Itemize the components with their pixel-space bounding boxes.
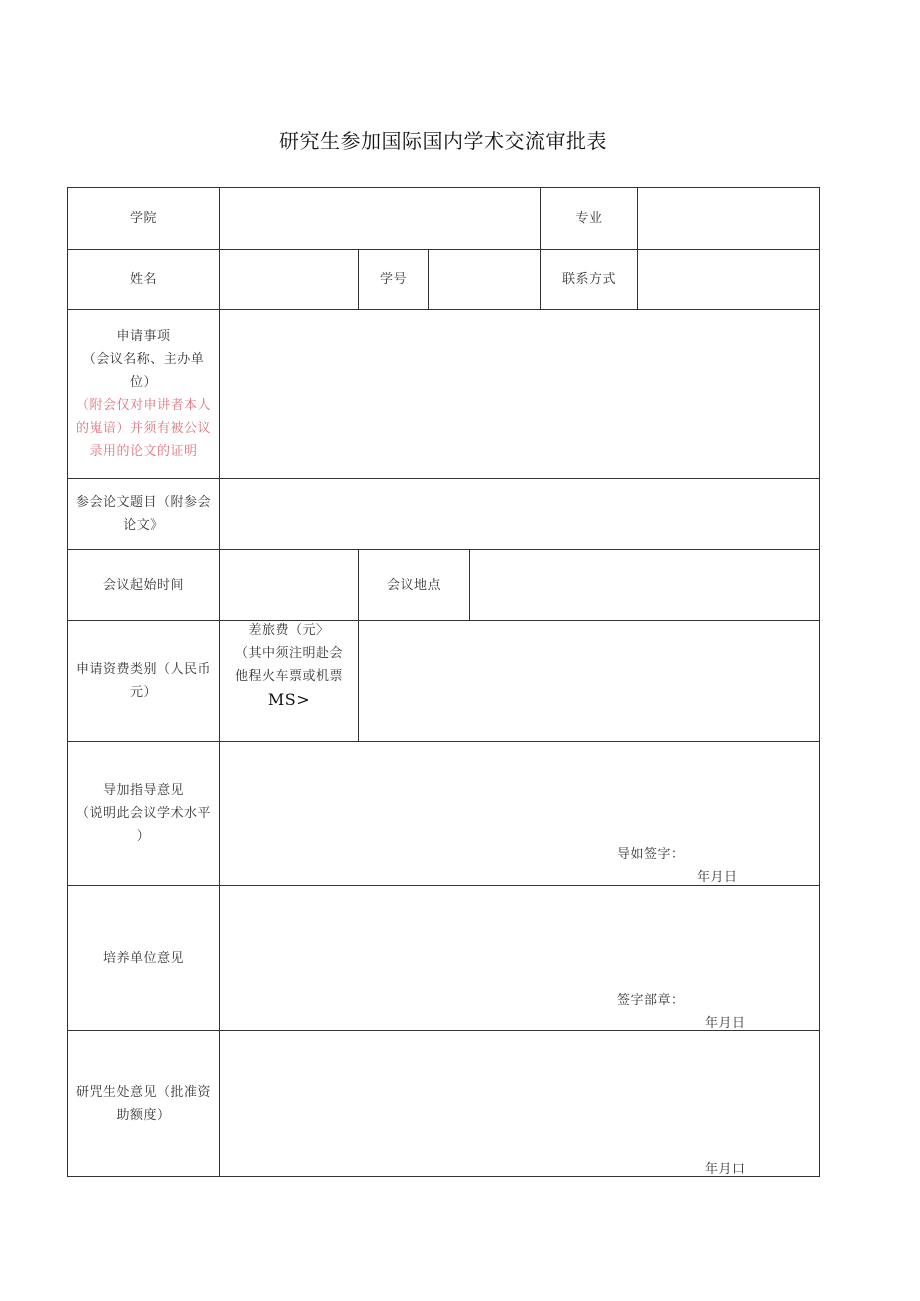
student-id-label: 学号 (379, 272, 407, 287)
paper-title-label (68, 479, 219, 549)
note-line: 的嵬谙）并须有被公议 (75, 421, 211, 436)
label-line: 论文》 (123, 518, 164, 533)
label-line: 差旅费（元〉 (248, 623, 330, 638)
training-unit-opinion-label: 培养单位意见 (102, 950, 184, 966)
name-label: 姓名 (129, 272, 157, 287)
major-label: 专业 (575, 211, 603, 226)
advisor-opinion-label (68, 742, 219, 885)
application-item-field[interactable] (220, 310, 819, 478)
label-line: 导加指导意见 (102, 783, 184, 798)
contact-field[interactable] (638, 250, 819, 309)
graduate-office-opinion-field[interactable] (220, 1031, 819, 1176)
graduate-office-opinion-label (68, 1031, 219, 1176)
label-line: 申请事项 (116, 329, 171, 344)
label-line: （其中须注明赴会 (234, 646, 343, 661)
training-unit-opinion-field[interactable] (220, 886, 819, 1030)
office-date-label: 年月口 (705, 1162, 746, 1177)
meeting-time-field[interactable] (220, 550, 358, 620)
label-line: （会议名称、主办单 (82, 352, 205, 367)
label-line: ） (136, 829, 151, 844)
major-field[interactable] (638, 188, 819, 249)
advisor-signature-label: 导如签字： (617, 847, 685, 862)
advisor-opinion-field[interactable] (220, 742, 819, 885)
label-line: 元） (129, 685, 157, 700)
meeting-time-label: 会议起始时间 (102, 577, 184, 593)
unit-signature-label: 签字部章： (617, 993, 685, 1008)
label-line: 申请资费类别（人民币 (75, 662, 211, 677)
advisor-date-label: 年月日 (697, 870, 738, 885)
page-title: 研究生参加国际国内学术交流审批表 (279, 129, 607, 153)
college-label: 学院 (129, 211, 157, 226)
label-line: MS> (267, 690, 311, 709)
table-border-right (819, 187, 820, 1177)
label-line: 研咒生处意见（批准资 (75, 1084, 211, 1100)
travel-expense-field[interactable] (359, 621, 819, 741)
college-field[interactable] (220, 188, 540, 249)
label-line: （说明此会议学术水平 (75, 806, 211, 821)
name-field[interactable] (220, 250, 358, 309)
funding-category-label (68, 621, 219, 741)
label-line: 他程火车票或机票 (234, 669, 343, 684)
application-item-label (68, 310, 219, 478)
note-line: （附会仅对申讲者本人 (75, 398, 211, 413)
paper-title-field[interactable] (220, 479, 819, 549)
note-line: 录用的论文的证明 (89, 444, 198, 459)
unit-date-label: 年月日 (705, 1016, 746, 1031)
label-line: 参会论文题目（附参会 (75, 495, 211, 510)
contact-label: 联系方式 (561, 272, 616, 287)
label-line: 位） (129, 375, 157, 390)
label-line: 助额度） (116, 1107, 171, 1123)
meeting-location-field[interactable] (470, 550, 819, 620)
travel-expense-label (220, 621, 358, 719)
meeting-location-label: 会议地点 (386, 577, 441, 593)
student-id-field[interactable] (429, 250, 540, 309)
